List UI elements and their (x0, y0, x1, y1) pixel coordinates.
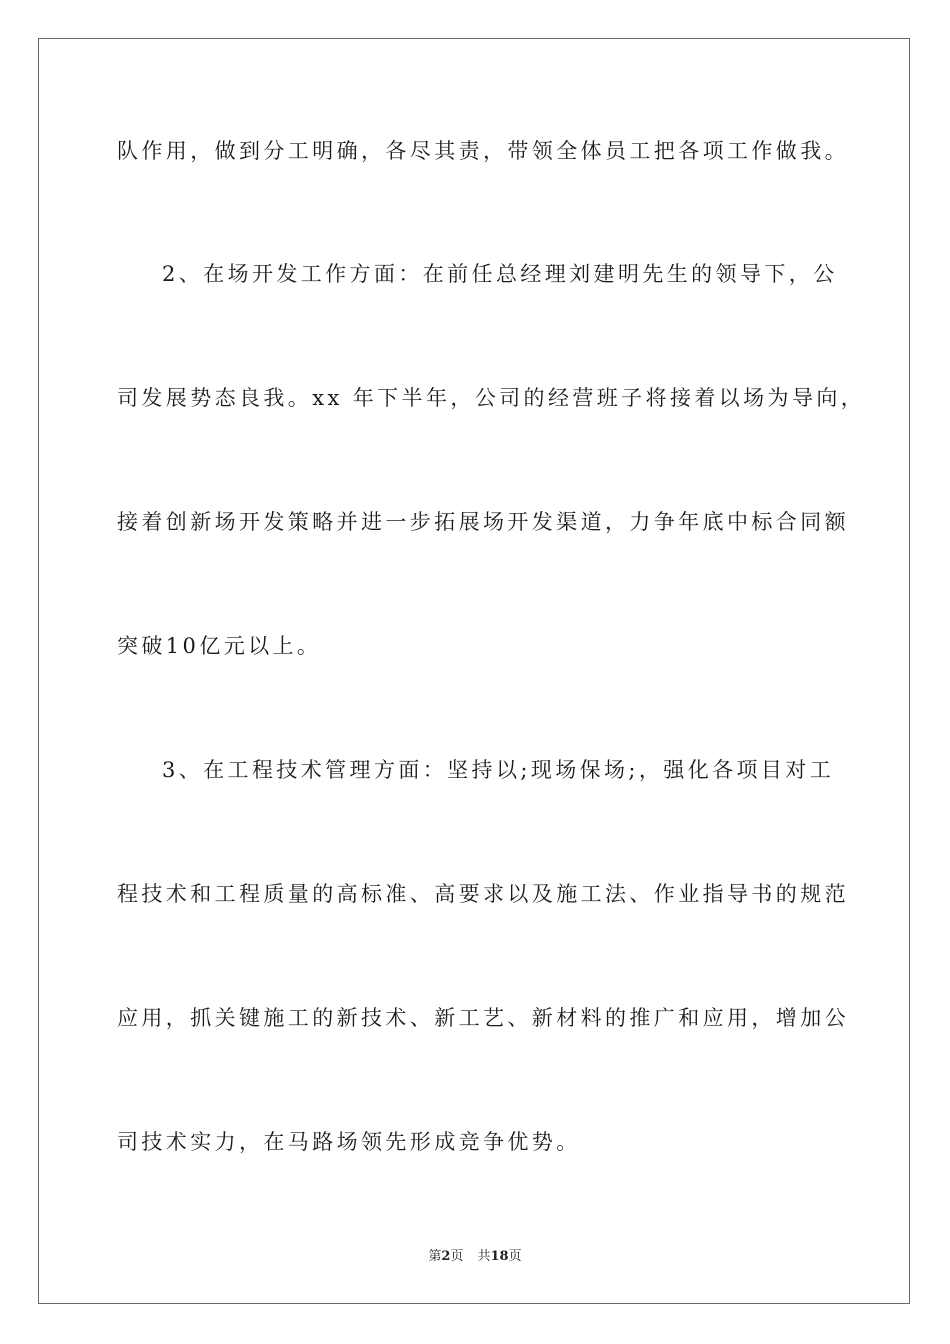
paragraph-line: 3、在工程技术管理方面：坚持以;现场保场;，强化各项目对工 (162, 758, 835, 782)
paragraph-line: 应用，抓关键施工的新技术、新工艺、新材料的推广和应用，增加公 (117, 1006, 849, 1030)
paragraph-line: 司技术实力，在马路场领先形成竞争优势。 (117, 1130, 581, 1154)
page-border (38, 38, 910, 1304)
total-suffix: 页 (508, 1249, 522, 1264)
total-pages: 18 (490, 1249, 509, 1264)
paragraph-line: 2、在场开发工作方面：在前任总经理刘建明先生的领导下，公 (162, 262, 838, 286)
paragraph-line: 程技术和工程质量的高标准、高要求以及施工法、作业指导书的规范 (117, 882, 849, 906)
paragraph-line: 接着创新场开发策略并进一步拓展场开发渠道，力争年底中标合同额 (117, 510, 849, 534)
paragraph-line: 司发展势态良我。xx 年下半年，公司的经营班子将接着以场为导向， (117, 386, 866, 410)
page-suffix: 页 (450, 1249, 464, 1264)
page-number: 2 (441, 1249, 451, 1264)
paragraph-line: 队作用，做到分工明确，各尽其责，带领全体员工把各项工作做我。 (117, 139, 849, 163)
paragraph-line: 突破10亿元以上。 (117, 634, 322, 658)
page-footer (0, 1248, 950, 1266)
page-prefix: 第 (428, 1249, 442, 1264)
total-prefix: 共 (477, 1249, 491, 1264)
